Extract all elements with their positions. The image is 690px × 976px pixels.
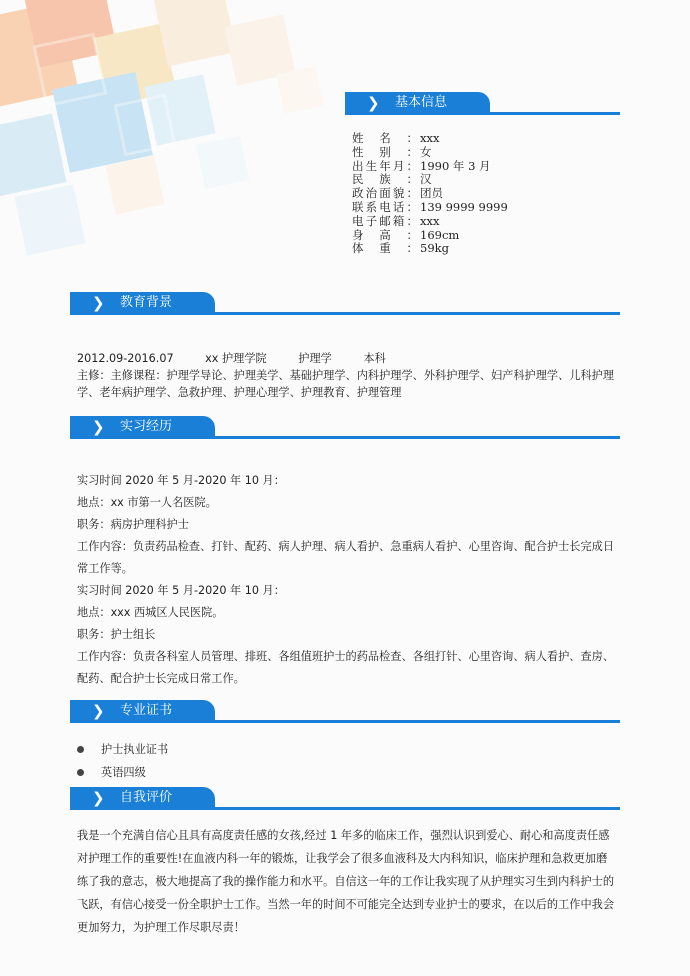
internship-header xyxy=(70,416,620,442)
education-degree: 本科 xyxy=(363,352,386,365)
internship-line: 职务：护士组长 xyxy=(77,628,156,641)
basic-info-value: 女 xyxy=(420,144,432,159)
basic-info-label: 性 别 ： xyxy=(352,144,418,159)
internship-line: 工作内容：负责药品检查、打针、配药、病人护理、病人看护、急重病人看护、心里咨询、配合护士长完成日常工作等。 xyxy=(77,540,615,575)
basic-info-value: xxx xyxy=(420,131,440,145)
basic-info-label: 联 系 电 话 ： xyxy=(352,199,418,214)
certificates-header xyxy=(70,700,620,726)
section-rule xyxy=(70,720,620,723)
education-period: 2012.09-2016.07 xyxy=(77,352,174,365)
basic-info-label: 姓 名 ： xyxy=(352,131,418,145)
basic-info-value: 59kg xyxy=(420,241,449,256)
basic-info-label: 电 子 邮 箱 ： xyxy=(352,213,418,228)
basic-info-value: 团员 xyxy=(420,186,443,201)
basic-info-label: 身 高 ： xyxy=(352,227,418,242)
decorative-squares-graphic xyxy=(0,0,360,300)
basic-info-value: 139 9999 9999 xyxy=(420,199,508,214)
chevron-right-icon: ❯ xyxy=(92,702,105,720)
bullet-icon xyxy=(77,746,84,753)
basic-info-row xyxy=(352,132,508,146)
basic-info-row xyxy=(352,229,508,243)
basic-info-label: 民 族 ： xyxy=(352,172,418,187)
self-evaluation-text: 我是一个充满自信心且具有高度责任感的女孩,经过 1 年多的临床工作，强烈认识到爱心、耐心和高度责任感对护理工作的重要性!在血液内科一年的锻炼，让我学会了很多血液科及大内科知识，临床护理和急救更加磨练了我的意志，极大地提高了我的操作能力和水平。自信这一年的工作让我实现了从护理实习生到内科护士的飞跃，有信心接受一份全职护士工作。当然一年的时间不可能完全达到专业护士的要求，在以后的工作中我会更加努力，为护理工作尽职尽责！ xyxy=(77,829,615,934)
bullet-icon xyxy=(77,769,84,776)
internship-line: 地点：xx 市第一人名医院。 xyxy=(77,496,217,509)
basic-info-value: 169cm xyxy=(420,227,460,242)
chevron-right-icon: ❯ xyxy=(92,294,105,312)
internship-line: 地点：xxx 西城区人民医院。 xyxy=(77,606,224,619)
basic-info-list xyxy=(352,132,508,256)
basic-info-label: 政 治 面 貌 ： xyxy=(352,186,418,201)
basic-info-value: 1990 年 3 月 xyxy=(420,158,491,173)
education-courses: 主修：主修课程：护理学导论、护理美学、基础护理学、内科护理学、外科护理学、妇产科护理学、儿科护理学、老年病护理学、急救护理、护理心理学、护理教育、护理管理 xyxy=(77,369,615,399)
chevron-right-icon: ❯ xyxy=(92,418,105,436)
internship-line: 工作内容：负责各科室人员管理、排班、各组值班护士的药品检查、各组打针、心里咨询、病人看护、查房、配药、配合护士长完成日常工作。 xyxy=(77,650,615,685)
certificate-item xyxy=(77,738,168,761)
section-title: 实习经历 xyxy=(120,419,173,434)
chevron-right-icon: ❯ xyxy=(367,94,380,112)
internship-line: 实习时间 2020 年 5 月-2020 年 10 月： xyxy=(77,474,285,487)
basic-info-value: xxx xyxy=(420,213,440,228)
section-rule xyxy=(70,436,620,439)
self-evaluation-header xyxy=(70,787,620,813)
basic-info-row xyxy=(352,146,508,160)
basic-info-header xyxy=(345,92,620,118)
section-rule xyxy=(70,807,620,810)
education-school: xx 护理学院 xyxy=(205,352,267,365)
basic-info-label: 体 重 ： xyxy=(352,241,418,256)
basic-info-row xyxy=(352,160,508,174)
section-title: 专业证书 xyxy=(120,703,173,718)
chevron-right-icon: ❯ xyxy=(92,789,105,807)
section-title: 教育背景 xyxy=(120,295,173,310)
basic-info-row xyxy=(352,173,508,187)
certificate-label: 英语四级 xyxy=(101,766,146,779)
basic-info-row xyxy=(352,201,508,215)
basic-info-row xyxy=(352,242,508,256)
section-title: 基本信息 xyxy=(395,95,448,110)
certificates-list xyxy=(77,738,168,784)
section-rule xyxy=(345,112,620,115)
certificate-label: 护士执业证书 xyxy=(101,743,169,756)
basic-info-value: 汉 xyxy=(420,172,432,187)
certificate-item xyxy=(77,761,168,784)
education-summary-row xyxy=(77,350,618,367)
education-header xyxy=(70,292,620,318)
education-major: 护理学 xyxy=(298,352,332,365)
section-title: 自我评价 xyxy=(120,790,173,805)
section-rule xyxy=(70,312,620,315)
basic-info-row xyxy=(352,215,508,229)
education-content xyxy=(77,350,618,401)
basic-info-label: 出 生 年 月 ： xyxy=(352,158,418,173)
internship-line: 职务：病房护理科护士 xyxy=(77,518,189,531)
internship-content xyxy=(77,470,618,690)
basic-info-row xyxy=(352,187,508,201)
internship-line: 实习时间 2020 年 5 月-2020 年 10 月： xyxy=(77,584,285,597)
